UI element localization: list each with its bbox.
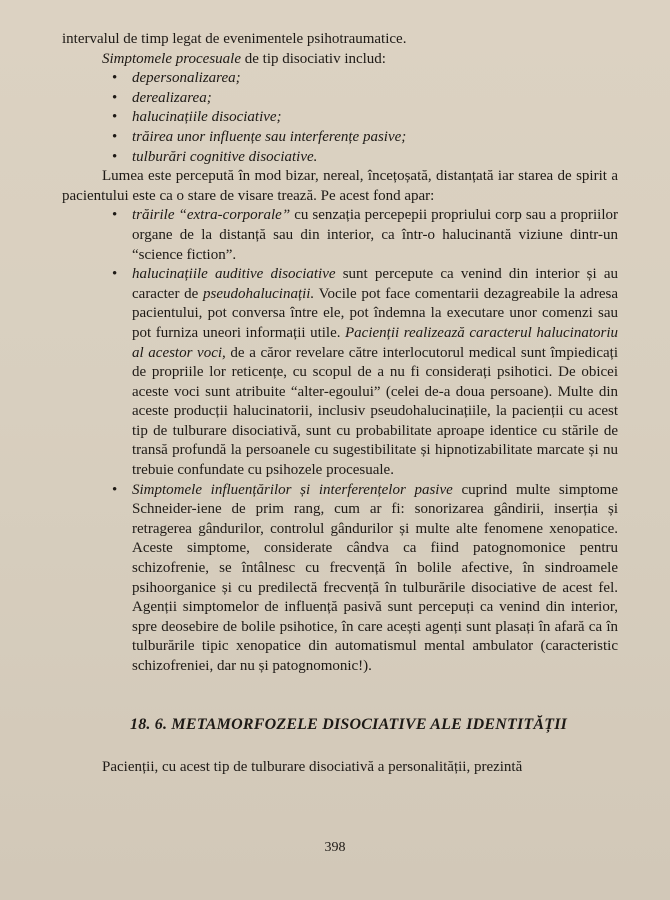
list-item-text: derealizarea; xyxy=(132,89,212,106)
term-procedural-symptoms: Simptomele procesuale xyxy=(102,50,241,67)
list-item xyxy=(62,89,618,109)
list-item xyxy=(62,481,618,677)
list-item xyxy=(62,108,618,128)
paragraph-continuation: intervalul de timp legat de evenimentele psihotraumatice. xyxy=(62,31,407,47)
list-item-text: Vocile pot face comentarii dezagreabile la adresa pacientului, pot conversa între ele, pot îndemna la executare unor comenzi sau pot furniza uneori informații utile. xyxy=(132,285,618,341)
section-heading: 18. 6. METAMORFOZELE DISOCIATIVE ALE IDENTITĂȚII xyxy=(130,715,568,733)
list-item-text: tulburări cognitive disociative. xyxy=(132,148,318,165)
page-number: 398 xyxy=(324,840,346,855)
paragraph-text: de tip disociativ includ: xyxy=(241,50,386,67)
list-item xyxy=(62,206,618,265)
symptom-list xyxy=(62,69,618,167)
list-item-text: depersonalizarea; xyxy=(132,70,241,87)
list-item-text: sunt percepute ca venind din interior și au caracter de xyxy=(132,266,618,302)
paragraph-identity: Pacienții, cu acest tip de tulburare disociativă a personalității, prezintă xyxy=(102,759,523,776)
term: Pacienții realizează caracterul halucinatoriu al acestor voci, xyxy=(132,324,619,361)
list-item xyxy=(62,148,618,168)
page-body xyxy=(62,30,618,778)
term: halucinațiile auditive disociative xyxy=(132,266,336,283)
list-item-text: halucinațiile disociative; xyxy=(132,109,282,126)
term: Simptomele influențărilor și interferențelor pasive xyxy=(132,481,453,498)
list-item xyxy=(62,69,618,89)
list-item-text: trăirea unor influențe sau interferențe pasive; xyxy=(132,128,407,145)
phenomena-list xyxy=(62,206,618,676)
list-item xyxy=(62,265,618,481)
paragraph-procedural-symptoms xyxy=(62,50,618,70)
term: pseudohalucinații. xyxy=(202,285,315,302)
term: trăirile “extra-corporale” xyxy=(132,207,291,224)
list-item-text: cu senzația percepерii propriului corp sau a propriilor organe de la distanță sau din interior, ca într-o halucinantă viziune dintr-un “science fiction”. xyxy=(132,207,618,263)
list-item-text: cuprind multe simptome Schneider-iene de prim rang, cum ar fi: sonorizarea gândirii, inserția și retragerea gândurilor, controlul gândurilor și multe alte fenomene xenopatice. Aceste simptome, considerate cândva ca fiind patognomonice pentru schizofrenie, se întâlnesc cu frecvență în bolile afective, în sindroamele psihoorganice și cu predilectă frecvență în tulburările disociative de acest fel. Agenții simptomelor de influență pasivă sunt percepuți ca venind din interior, spre deosebire de bolile psihotice, în care acești agenți sunt plasați în afară ca în tulburările tipic xenopatice din automatismul mental ambulator (caracteristic schizofreniei, dar nu și patognomonic!). xyxy=(132,481,618,674)
paragraph-world-perception: Lumea este percepută în mod bizar, nereal, încețoșată, distanțată iar starea de spirit a pacientului este ca o stare de visare trează. Pe acest fond apar: xyxy=(62,168,618,204)
list-item xyxy=(62,128,618,148)
list-item-text: de a căror revelare către interlocutorul medical sunt împiedicați de propriile lor reticențe, cu scopul de a nu fi considerați psihotici. De obicei aceste voci sunt atribuite “alter-egoului” (celei de-a doua persoane). Multe din aceste producții halucinatorii, inclusiv pseudohalucinațiile, la pacienții cu acest tip de tulburare disociativă, sunt cu probabilitate aproape identice cu stările de transă profundă la persoanele cu sugestibilitate și hipnotizabilitate marcate și nu trebuie confundate cu psihozele procesuale. xyxy=(132,344,618,479)
